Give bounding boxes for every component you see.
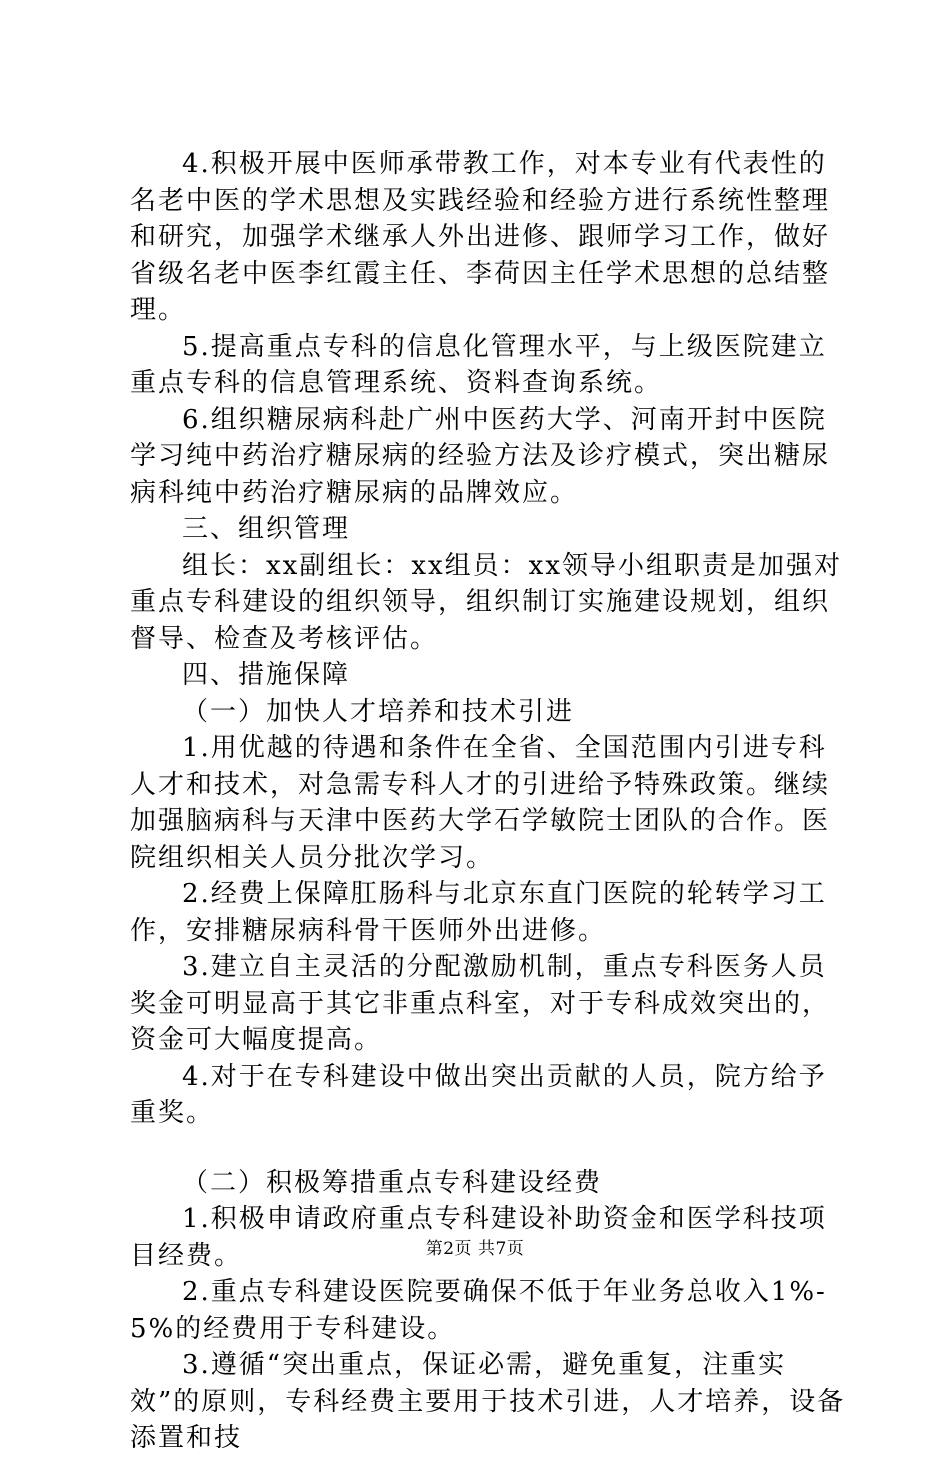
- paragraph-6-diabetes-study: 6.组织糖尿病科赴广州中医药大学、河南开封中医院学习纯中药治疗糖尿病的经验方法及诊疗模式，突出糖尿病科纯中药治疗糖尿病的品牌效应。: [130, 404, 831, 508]
- paragraph-talent-3: 3.建立自主灵活的分配激励机制，重点专科医务人员奖金可明显高于其它非重点科室，对于专科成效突出的，资金可大幅度提高。: [130, 952, 831, 1055]
- paragraph-funding-3: 3.遵循“突出重点，保证必需，避免重复，注重实效”的原则，专科经费主要用于技术引进，人才培养，设备添置和技: [130, 1350, 846, 1453]
- subsection-heading-talent: （一）加快人才培养和技术引进: [182, 696, 575, 727]
- paragraph-talent-1: 1.用优越的待遇和条件在全省、全国范围内引进专科人才和技术，对急需专科人才的引进给予特殊政策。继续加强脑病科与天津中医药大学石学敏院士团队的合作。医院组织相关人员分批次学习。: [130, 733, 831, 873]
- document-body: [130, 146, 850, 1457]
- page-number-footer: 第2页 共7页: [425, 1239, 525, 1259]
- paragraph-funding-1: 1.积极申请政府重点专科建设补助资金和医学科技项目经费。: [130, 1204, 827, 1271]
- paragraph-5-informatization: 5.提高重点专科的信息化管理水平，与上级医院建立重点专科的信息管理系统、资料查询系统。: [130, 331, 827, 398]
- section-heading-measures: 四、措施保障: [182, 660, 351, 690]
- section-heading-organization: 三、组织管理: [182, 514, 351, 544]
- paragraph-4-mentorship: 4.积极开展中医师承带教工作，对本专业有代表性的名老中医的学术思想及实践经验和经验方进行系统性整理和研究，加强学术继承人外出进修、跟师学习工作，做好省级名老中医李红霞主任、李荷因主任学术思想的总结整理。: [130, 149, 831, 325]
- paragraph-leadership-group: 组长：xx副组长：xx组员：xx领导小组职责是加强对重点专科建设的组织领导，组织制订实施建设规划，组织督导、检查及考核评估。: [130, 550, 842, 654]
- paragraph-talent-4: 4.对于在专科建设中做出突出贡献的人员，院方给予重奖。: [130, 1061, 827, 1128]
- paragraph-funding-2: 2.重点专科建设医院要确保不低于年业务总收入1%-5%的经费用于专科建设。: [130, 1277, 827, 1344]
- subsection-heading-funding: （二）积极筹措重点专科建设经费: [182, 1167, 603, 1198]
- paragraph-talent-2: 2.经费上保障肛肠科与北京东直门医院的轮转学习工作，安排糖尿病科骨干医师外出进修。: [130, 879, 827, 946]
